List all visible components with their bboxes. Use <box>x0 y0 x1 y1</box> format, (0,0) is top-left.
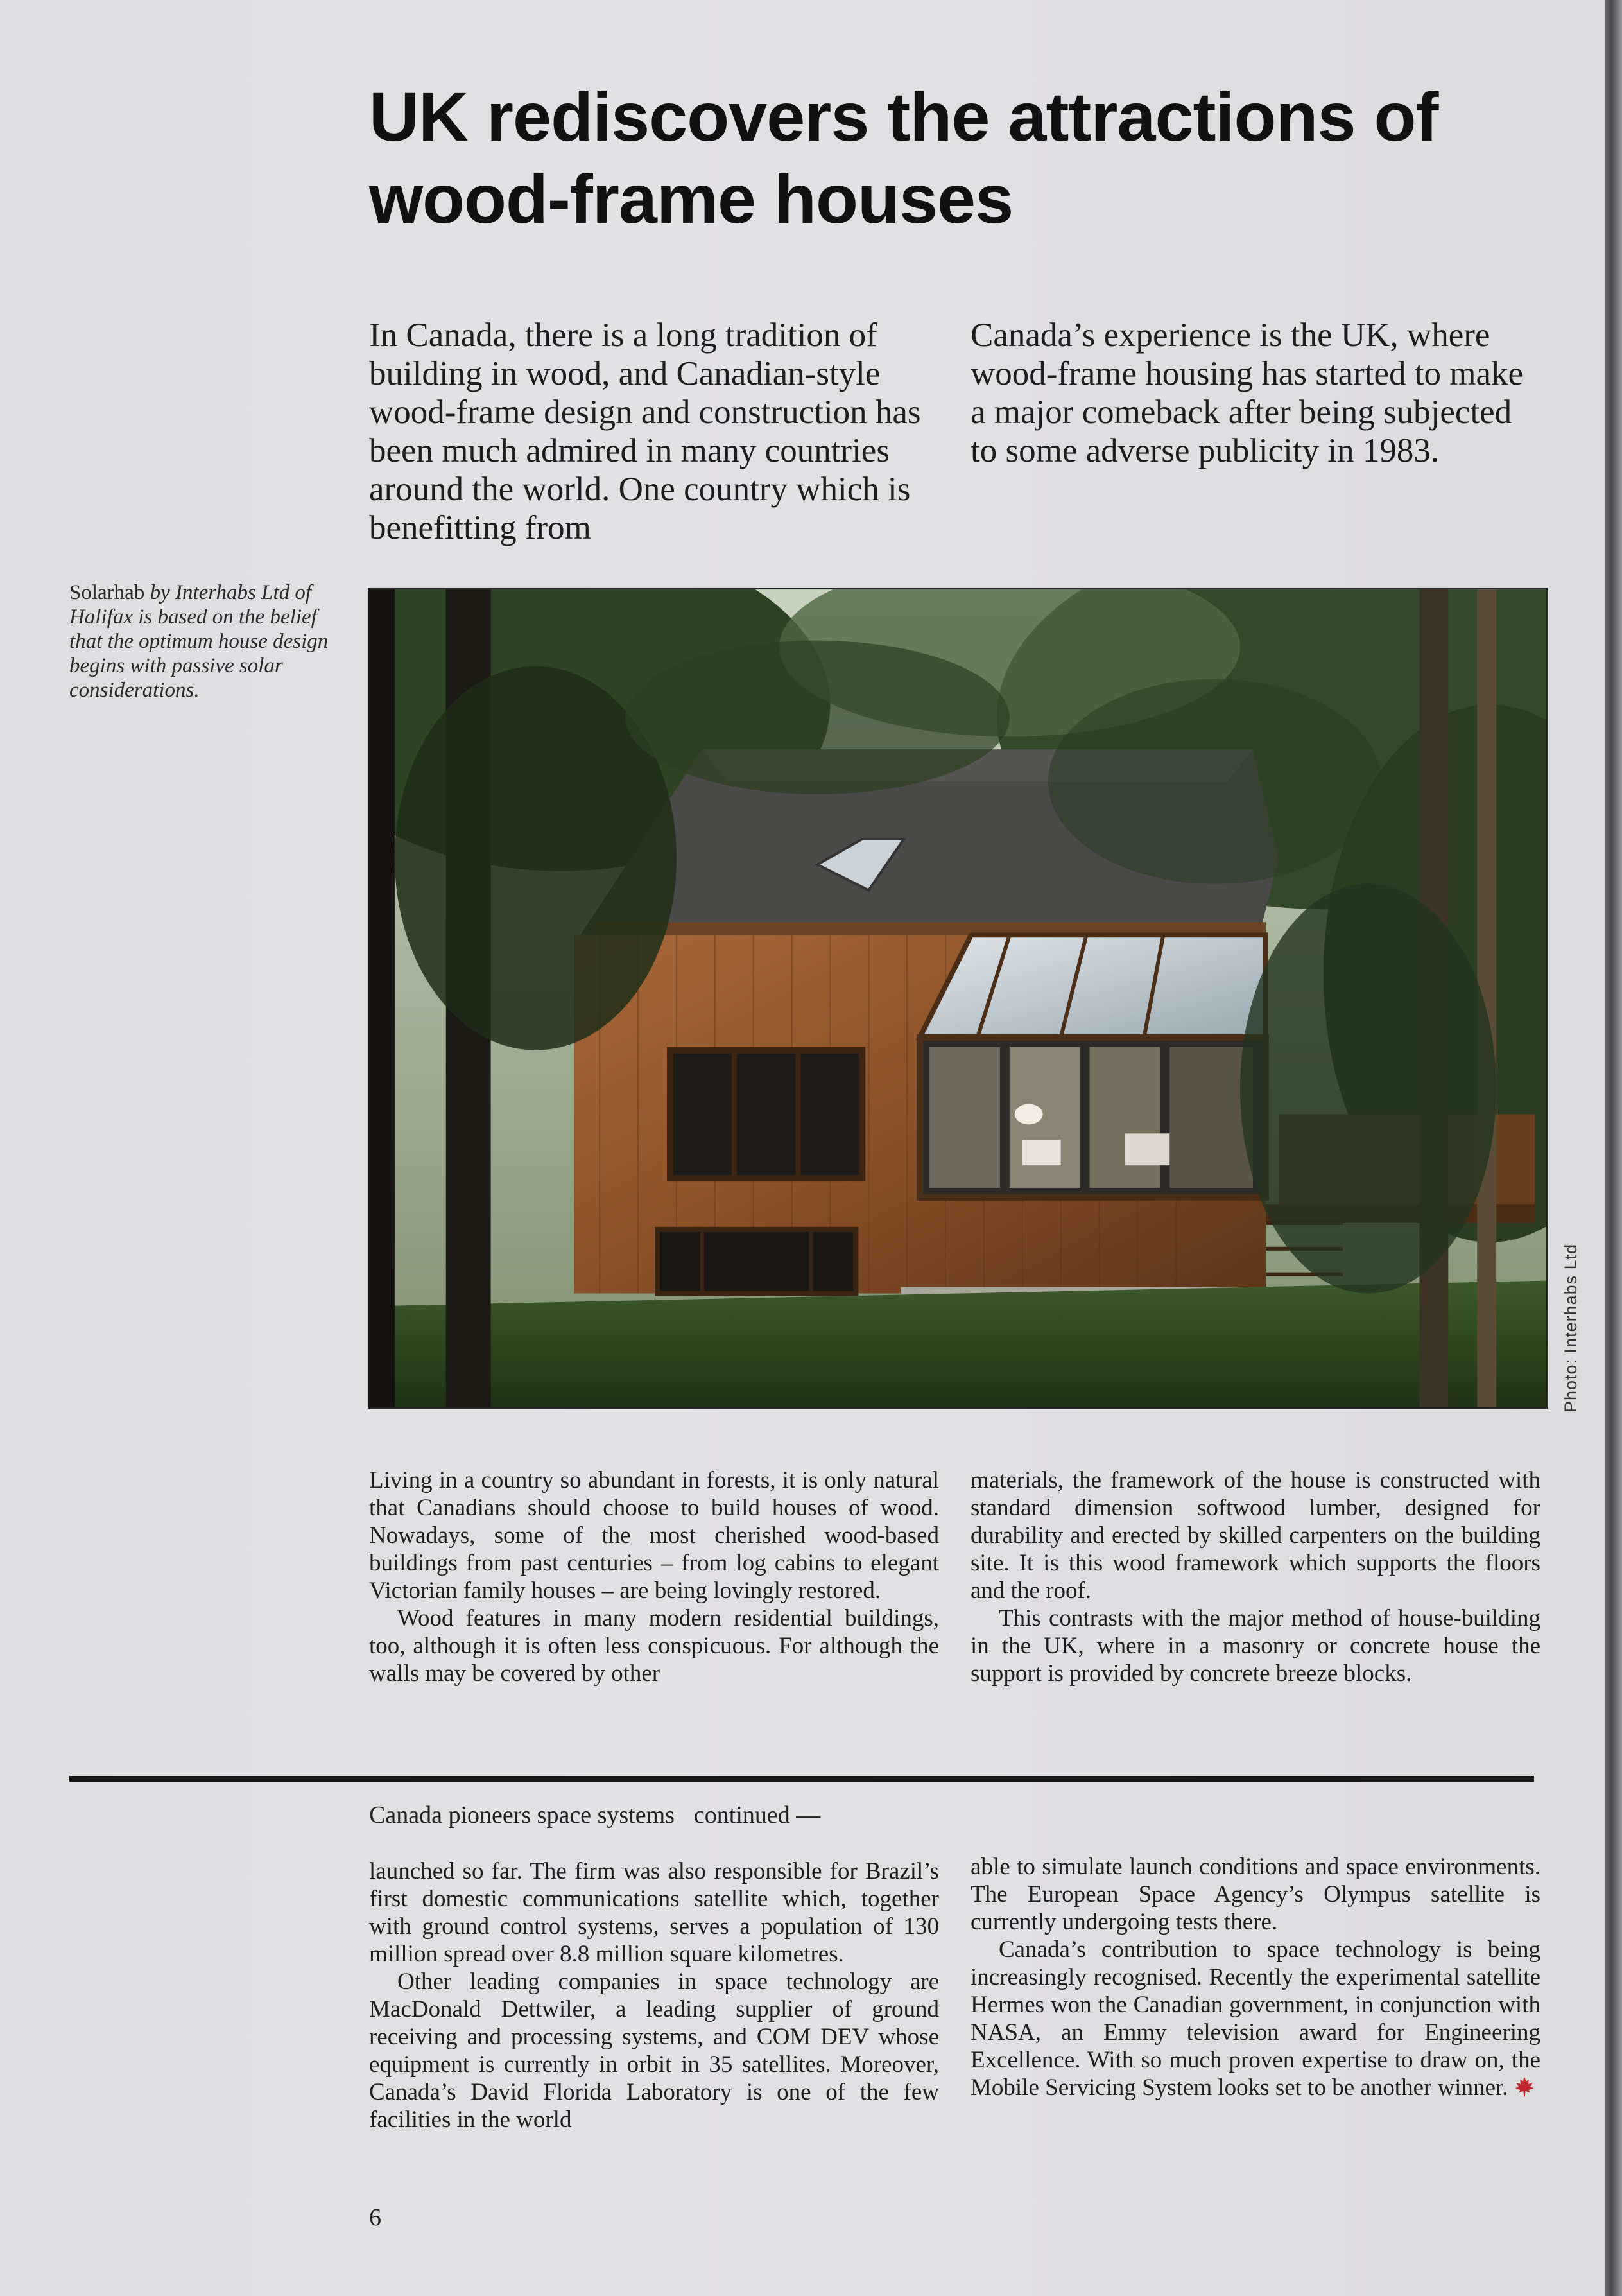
article-paragraph: Wood features in many modern residential buildings, too, although it is often less conspicuous. For although the walls may be covered by other <box>369 1605 939 1687</box>
continuation-paragraph: launched so far. The firm was also responsible for Brazil’s first domestic communications satellite which, together with ground control systems, serves a population of 130 million spread over 8.8 million square kilometres. <box>369 1858 939 1967</box>
continuation-final-text: Canada’s contribution to space technology is being increasingly recognised. Recently the experimental satellite Hermes won the Canadian government, in conjunction with NASA, an Emmy television award for Engineering Excellence. With so much proven expertise to draw on, the Mobile Servicing System looks set to be another winner. <box>971 1936 1540 2101</box>
page-number: 6 <box>369 2204 381 2231</box>
continuation-paragraph: able to simulate launch conditions and space environments. The European Space Agency’s Olympus satellite is currently undergoing tests there. <box>971 1854 1540 1935</box>
article-headline: UK rediscovers the attractions of wood-frame houses <box>369 78 1438 238</box>
photo-credit: Photo: Interhabs Ltd <box>1561 1243 1580 1413</box>
caption-lead: Solarhab <box>69 581 145 604</box>
continuation-header <box>369 1801 820 1829</box>
continuation-title: Canada pioneers space systems <box>369 1802 675 1829</box>
continuation-body-right <box>971 1853 1540 2101</box>
continuation-body-left <box>369 1857 939 2134</box>
continuation-paragraph-final <box>971 1936 1540 2101</box>
page-binding-edge <box>1605 0 1622 2296</box>
caption-rest: by Interhabs Ltd of Halifax is based on the belief that the optimum house design begins with passive solar considerations. <box>69 581 329 702</box>
article-paragraph: Living in a country so abundant in forests, it is only natural that Canadians should choose to build houses of wood. Nowadays, some of the most cherished wood-based buildings from past centuries – from log cabins to elegant Victorian family houses – are being lovingly restored. <box>369 1467 939 1604</box>
continuation-suffix: continued — <box>693 1802 821 1829</box>
article-body-right <box>971 1466 1540 1687</box>
photo-caption <box>69 580 345 702</box>
intro-text-right: Canada’s experience is the UK, where wood-frame housing has started to make a major comeback after being subjected to some adverse publicity in 1983. <box>971 317 1524 469</box>
section-divider <box>69 1776 1534 1782</box>
article-paragraph: materials, the framework of the house is constructed with standard dimension softwood lumber, designed for durability and erected by skilled carpenters on the building site. It is this wood framework which supports the floors and the roof. <box>971 1467 1540 1604</box>
article-paragraph: This contrasts with the major method of house-building in the UK, where in a masonry or concrete house the support is provided by concrete breeze blocks. <box>971 1605 1540 1687</box>
intro-text-left: In Canada, there is a long tradition of building in wood, and Canadian-style wood-frame design and construction has been much admired in many countries around the world. One country which is benefitting from <box>369 317 921 546</box>
house-photo <box>368 588 1548 1409</box>
house-photo-illustration <box>369 589 1546 1407</box>
article-body-left <box>369 1466 939 1687</box>
maple-leaf-icon <box>1514 2076 1535 2098</box>
continuation-paragraph: Other leading companies in space technology are MacDonald Dettwiler, a leading supplier of ground receiving and processing systems, and COM DEV whose equipment is currently in orbit in 35 satellites. Moreover, Canada’s David Florida Laboratory is one of the few facilities in the world <box>369 1969 939 2133</box>
